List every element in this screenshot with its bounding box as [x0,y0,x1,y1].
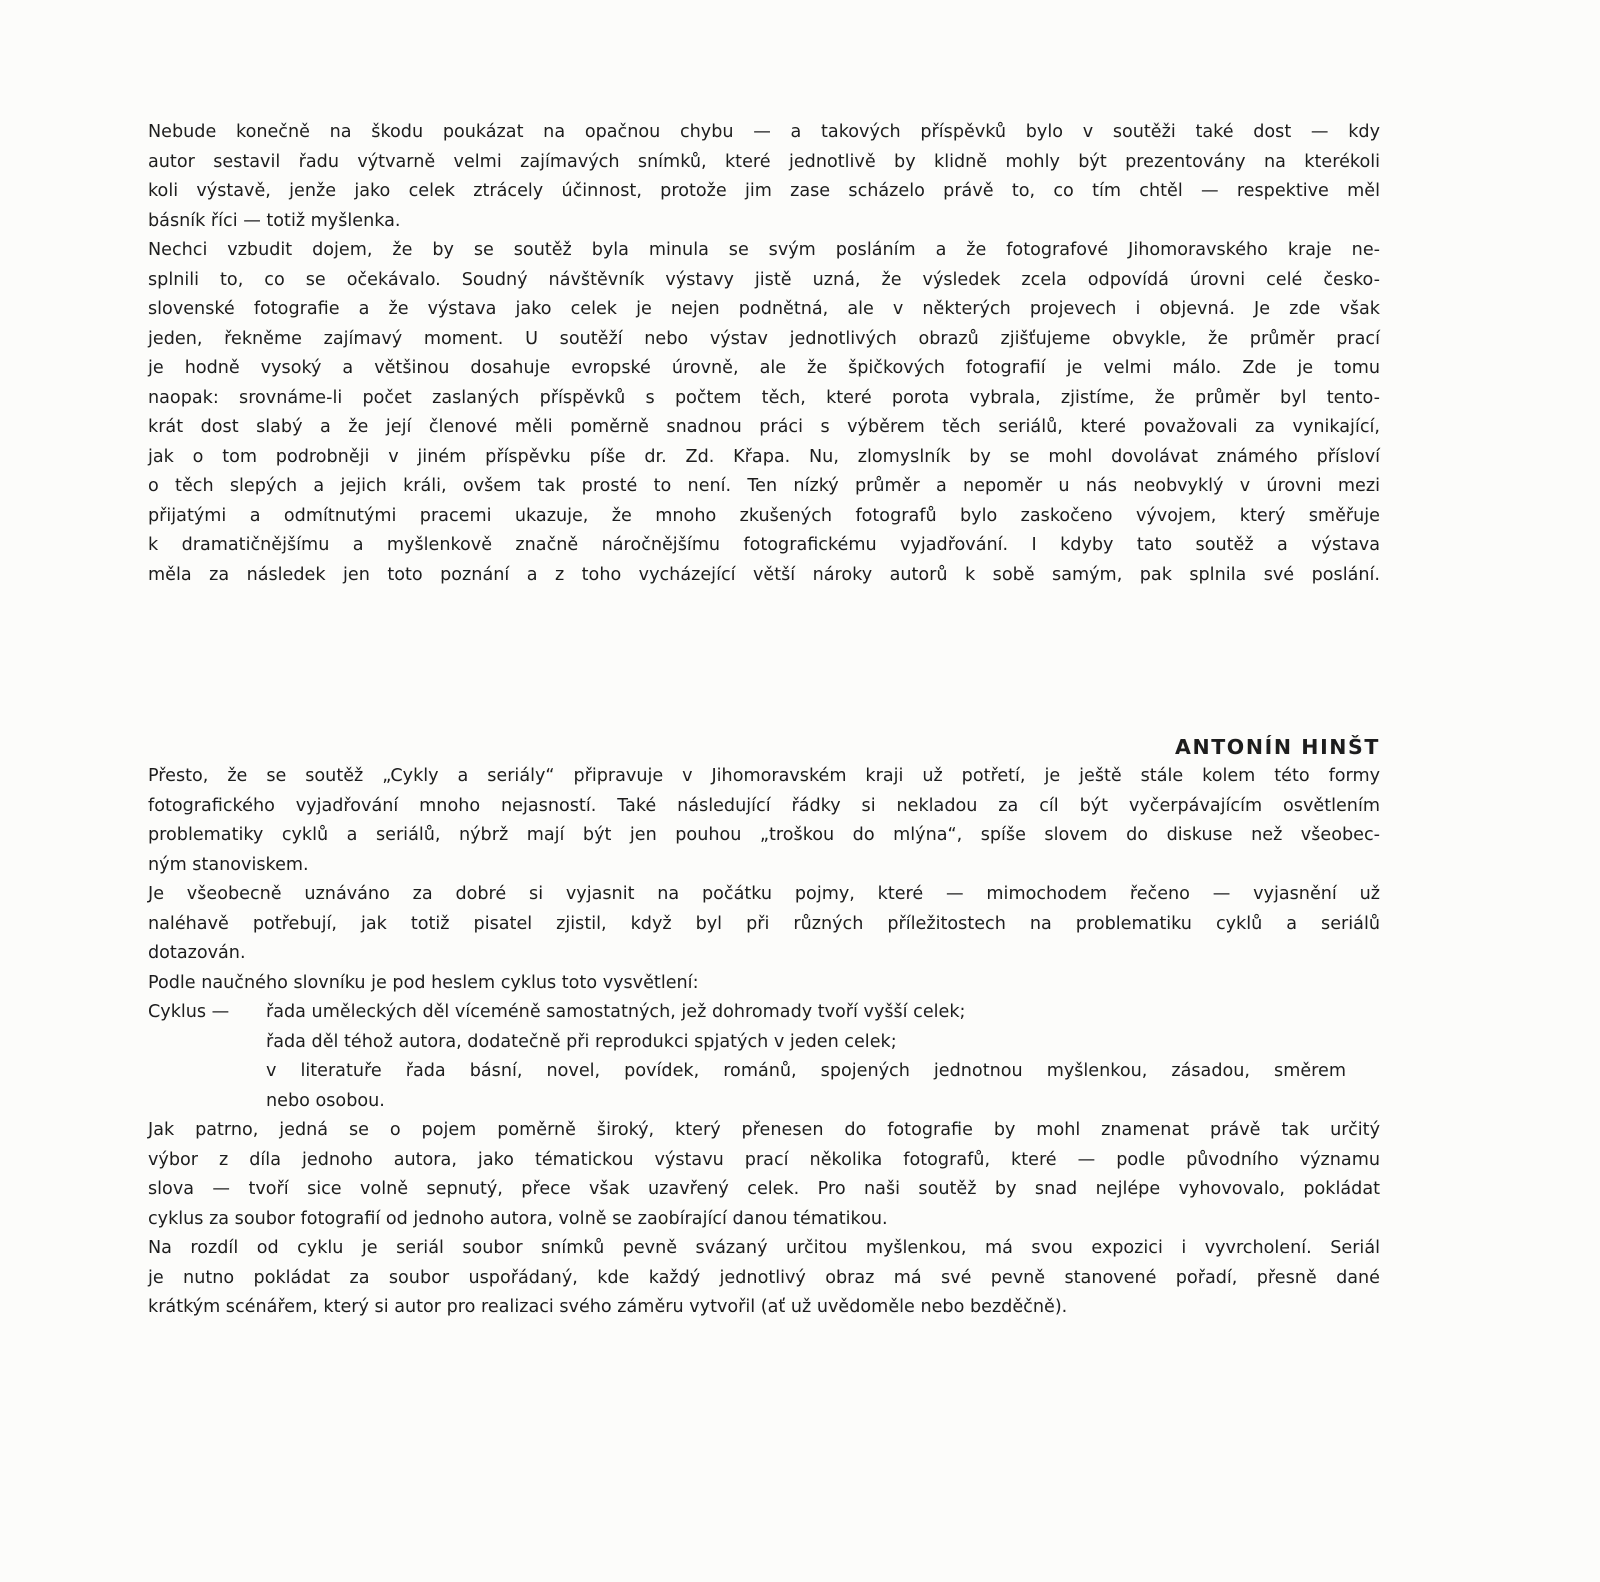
text-line: koli výstavě, jenže jako celek ztrácely účinnost, protože jim zase scházelo právě to, co tím chtěl — respektive měl [148,181,1380,201]
text-line: naléhavě potřebují, jak totiž pisatel zjistil, když byl při různých příležitostech na problematiku cyklů a seriálů [148,913,1380,934]
text-line: Nechci vzbudit dojem, že by se soutěž byla minula se svým posláním a že fotografové Jihomoravského kraje ne- [148,240,1380,260]
text-line: splnili to, co se očekávalo. Soudný návštěvník výstavy jistě uzná, že výsledek zcela odpovídá úrovni celé česko- [148,269,1380,290]
definition-line: v literatuře řada básní, novel, povídek, románů, spojených jednotnou myšlenkou, zásadou, směrem [266,1061,1346,1081]
text-line: je hodně vysoký a většinou dosahuje evropské úrovně, ale že špičkových fotografií je velmi málo. Zde je tomu [148,358,1380,378]
text-line: k dramatičnějšímu a myšlenkově značně náročnějšímu fotografickému vyjadřování. I kdyby tato soutěž a výstava [148,535,1380,555]
text-line: autor sestavil řadu výtvarně velmi zajímavých snímků, které jednotlivě by klidně mohly být prezentovány na kterékoli [148,151,1380,172]
definition-row [148,1028,1380,1058]
article-1 [148,118,1380,590]
text-line: výbor z díla jednoho autora, jako tématickou výstavu prací několika fotografů, které — podle původního významu [148,1149,1380,1170]
author-name: ANTONÍN HINŠT [1175,735,1380,759]
definition-line: řada děl téhož autora, dodatečně při reprodukci spjatých v jeden celek; [266,1031,897,1052]
text-line: naopak: srovnáme-li počet zaslaných příspěvků s počtem těch, které porota vybrala, zjistíme, že průměr byl tento- [148,387,1380,408]
text-line: fotografického vyjadřování mnoho nejasností. Také následující řádky si nekladou za cíl být vyčerpávajícím osvětlením [148,795,1380,816]
definition-line: řada uměleckých děl víceméně samostatných, jež dohromady tvoří vyšší celek; [266,1002,966,1022]
definition-line: nebo osobou. [266,1090,385,1111]
text-line: slovenské fotografie a že výstava jako celek je nejen podnětná, ale v některých projevech i objevná. Je zde však [148,299,1380,319]
text-line: problematiky cyklů a seriálů, nýbrž mají být jen pouhou „troškou do mlýna“, spíše slovem do diskuse než všeobec- [148,825,1380,845]
text-line: Jak patrno, jedná se o pojem poměrně široký, který přenesen do fotografie by mohl znamenat právě tak určitý [148,1120,1380,1140]
text-line: slova — tvoří sice volně sepnutý, přece však uzavřený celek. Pro naši soutěž by snad nejlépe vyhovovalo, pokládat [148,1179,1380,1199]
text-line: Na rozdíl od cyklu je seriál soubor snímků pevně svázaný určitou myšlenkou, má svou expozici i vyvrcholení. Seriál [148,1238,1380,1258]
text-line: Přesto, že se soutěž „Cykly a seriály“ připravuje v Jihomoravském kraji už potřetí, je ještě stále kolem této formy [148,766,1380,786]
text-line: je nutno pokládat za soubor uspořádaný, kde každý jednotlivý obraz má své pevně stanovené pořadí, přesně dané [148,1267,1380,1288]
definition-row [148,1057,1380,1087]
text-line: dotazován. [148,943,246,963]
text-line: jeden, řekněme zajímavý moment. U soutěží nebo výstav jednotlivých obrazů zjišťujeme obvykle, že průměr prací [148,328,1380,349]
article-2 [148,762,1380,1323]
text-line: cyklus za soubor fotografií od jednoho autora, volně se zaobírající danou tématikou. [148,1208,888,1229]
text-line: Podle naučného slovníku je pod heslem cyklus toto vysvětlení: [148,972,699,993]
text-line: básník říci — totiž myšlenka. [148,210,401,231]
text-line: Je všeobecně uznáváno za dobré si vyjasnit na počátku pojmy, které — mimochodem řečeno — vyjasnění už [148,884,1380,904]
text-line: krát dost slabý a že její členové měli poměrně snadnou práci s výběrem těch seriálů, které považovali za vynikající, [148,417,1380,437]
definition-term: Cyklus — [148,1002,230,1022]
text-line: Nebude konečně na škodu poukázat na opačnou chybu — a takových příspěvků bylo v soutěži také dost — kdy [148,122,1380,142]
text-line: jak o tom podrobněji v jiném příspěvku píše dr. Zd. Křapa. Nu, zlomyslník by se mohl dovolávat známého přísloví [148,446,1380,467]
definition-row [148,1087,1380,1117]
text-line: měla za následek jen toto poznání a z toho vycházející větší nároky autorů k sobě samým, pak splnila své poslání. [148,564,1380,585]
definition-row [148,998,1380,1028]
text-line: přijatými a odmítnutými pracemi ukazuje, že mnoho zkušených fotografů bylo zaskočeno vývojem, který směřuje [148,505,1380,526]
text-line: ným stanoviskem. [148,854,309,875]
text-line: o těch slepých a jejich králi, ovšem tak prosté to není. Ten nízký průměr a nepoměr u nás neobvyklý v úrovni mezi [148,476,1380,496]
text-line: krátkým scénářem, který si autor pro realizaci svého záměru vytvořil (ať už uvědoměle nebo bezděčně). [148,1297,1068,1317]
